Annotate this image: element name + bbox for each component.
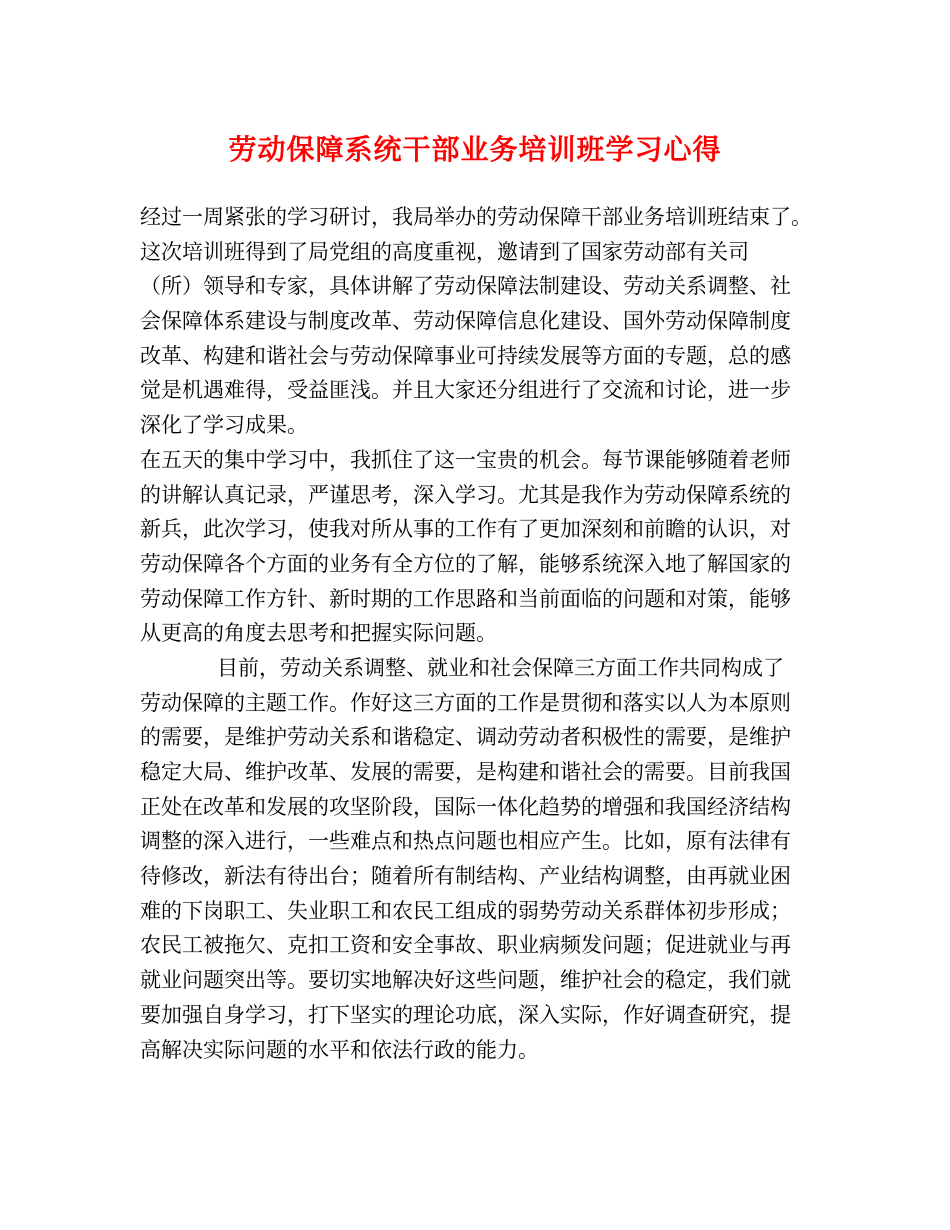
body-line-indented: 目前，劳动关系调整、就业和社会保障三方面工作共同构成了 bbox=[217, 655, 784, 680]
body-line: 觉是机遇难得，受益匪浅。并且大家还分组进行了交流和讨论，进一步 bbox=[140, 378, 791, 403]
body-line: 的需要，是维护劳动关系和谐稳定、调动劳动者积极性的需要，是维护 bbox=[140, 725, 791, 750]
body-line: 的讲解认真记录，严谨思考，深入学习。尤其是我作为劳动保障系统的 bbox=[140, 482, 791, 507]
body-line: 劳动保障的主题工作。作好这三方面的工作是贯彻和落实以人为本原则 bbox=[140, 690, 791, 715]
body-line: 这次培训班得到了局党组的高度重视，邀请到了国家劳动部有关司 bbox=[140, 239, 749, 264]
body-line: （所）领导和专家，具体讲解了劳动保障法制建设、劳动关系调整、社 bbox=[140, 274, 791, 299]
body-line: 会保障体系建设与制度改革、劳动保障信息化建设、国外劳动保障制度 bbox=[140, 309, 791, 334]
body-line: 就业问题突出等。要切实地解决好这些问题，维护社会的稳定，我们就 bbox=[140, 968, 791, 993]
body-line: 难的下岗职工、失业职工和农民工组成的弱势劳动关系群体初步形成； bbox=[140, 898, 791, 923]
document-title: 劳动保障系统干部业务培训班学习心得 bbox=[228, 133, 722, 166]
body-line: 劳动保障工作方针、新时期的工作思路和当前面临的问题和对策，能够 bbox=[140, 586, 791, 611]
body-line: 新兵，此次学习，使我对所从事的工作有了更加深刻和前瞻的认识，对 bbox=[140, 517, 791, 542]
body-line: 农民工被拖欠、克扣工资和安全事故、职业病频发问题；促进就业与再 bbox=[140, 933, 791, 958]
document-body bbox=[140, 200, 830, 1067]
body-line: 稳定大局、维护改革、发展的需要，是构建和谐社会的需要。目前我国 bbox=[140, 760, 791, 784]
body-line: 待修改，新法有待出台；随着所有制结构、产业结构调整，由再就业困 bbox=[140, 864, 791, 889]
body-line: 高解决实际问题的水平和依法行政的能力。 bbox=[140, 1037, 539, 1062]
body-line: 劳动保障各个方面的业务有全方位的了解，能够系统深入地了解国家的 bbox=[140, 551, 791, 576]
body-line: 在五天的集中学习中，我抓住了这一宝贵的机会。每节课能够随着老师 bbox=[140, 447, 791, 472]
body-line: 调整的深入进行，一些难点和热点问题也相应产生。比如，原有法律有 bbox=[140, 829, 791, 854]
body-line: 要加强自身学习，打下坚实的理论功底，深入实际，作好调查研究，提 bbox=[140, 1002, 791, 1027]
body-line: 从更高的角度去思考和把握实际问题。 bbox=[140, 621, 497, 646]
body-line: 正处在改革和发展的攻坚阶段，国际一体化趋势的增强和我国经济结构 bbox=[140, 794, 791, 819]
body-line: 改革、构建和谐社会与劳动保障事业可持续发展等方面的专题，总的感 bbox=[140, 343, 791, 368]
body-line: 经过一周紧张的学习研讨，我局举办的劳动保障干部业务培训班结束了。 bbox=[140, 205, 812, 229]
body-line: 深化了学习成果。 bbox=[140, 413, 308, 438]
